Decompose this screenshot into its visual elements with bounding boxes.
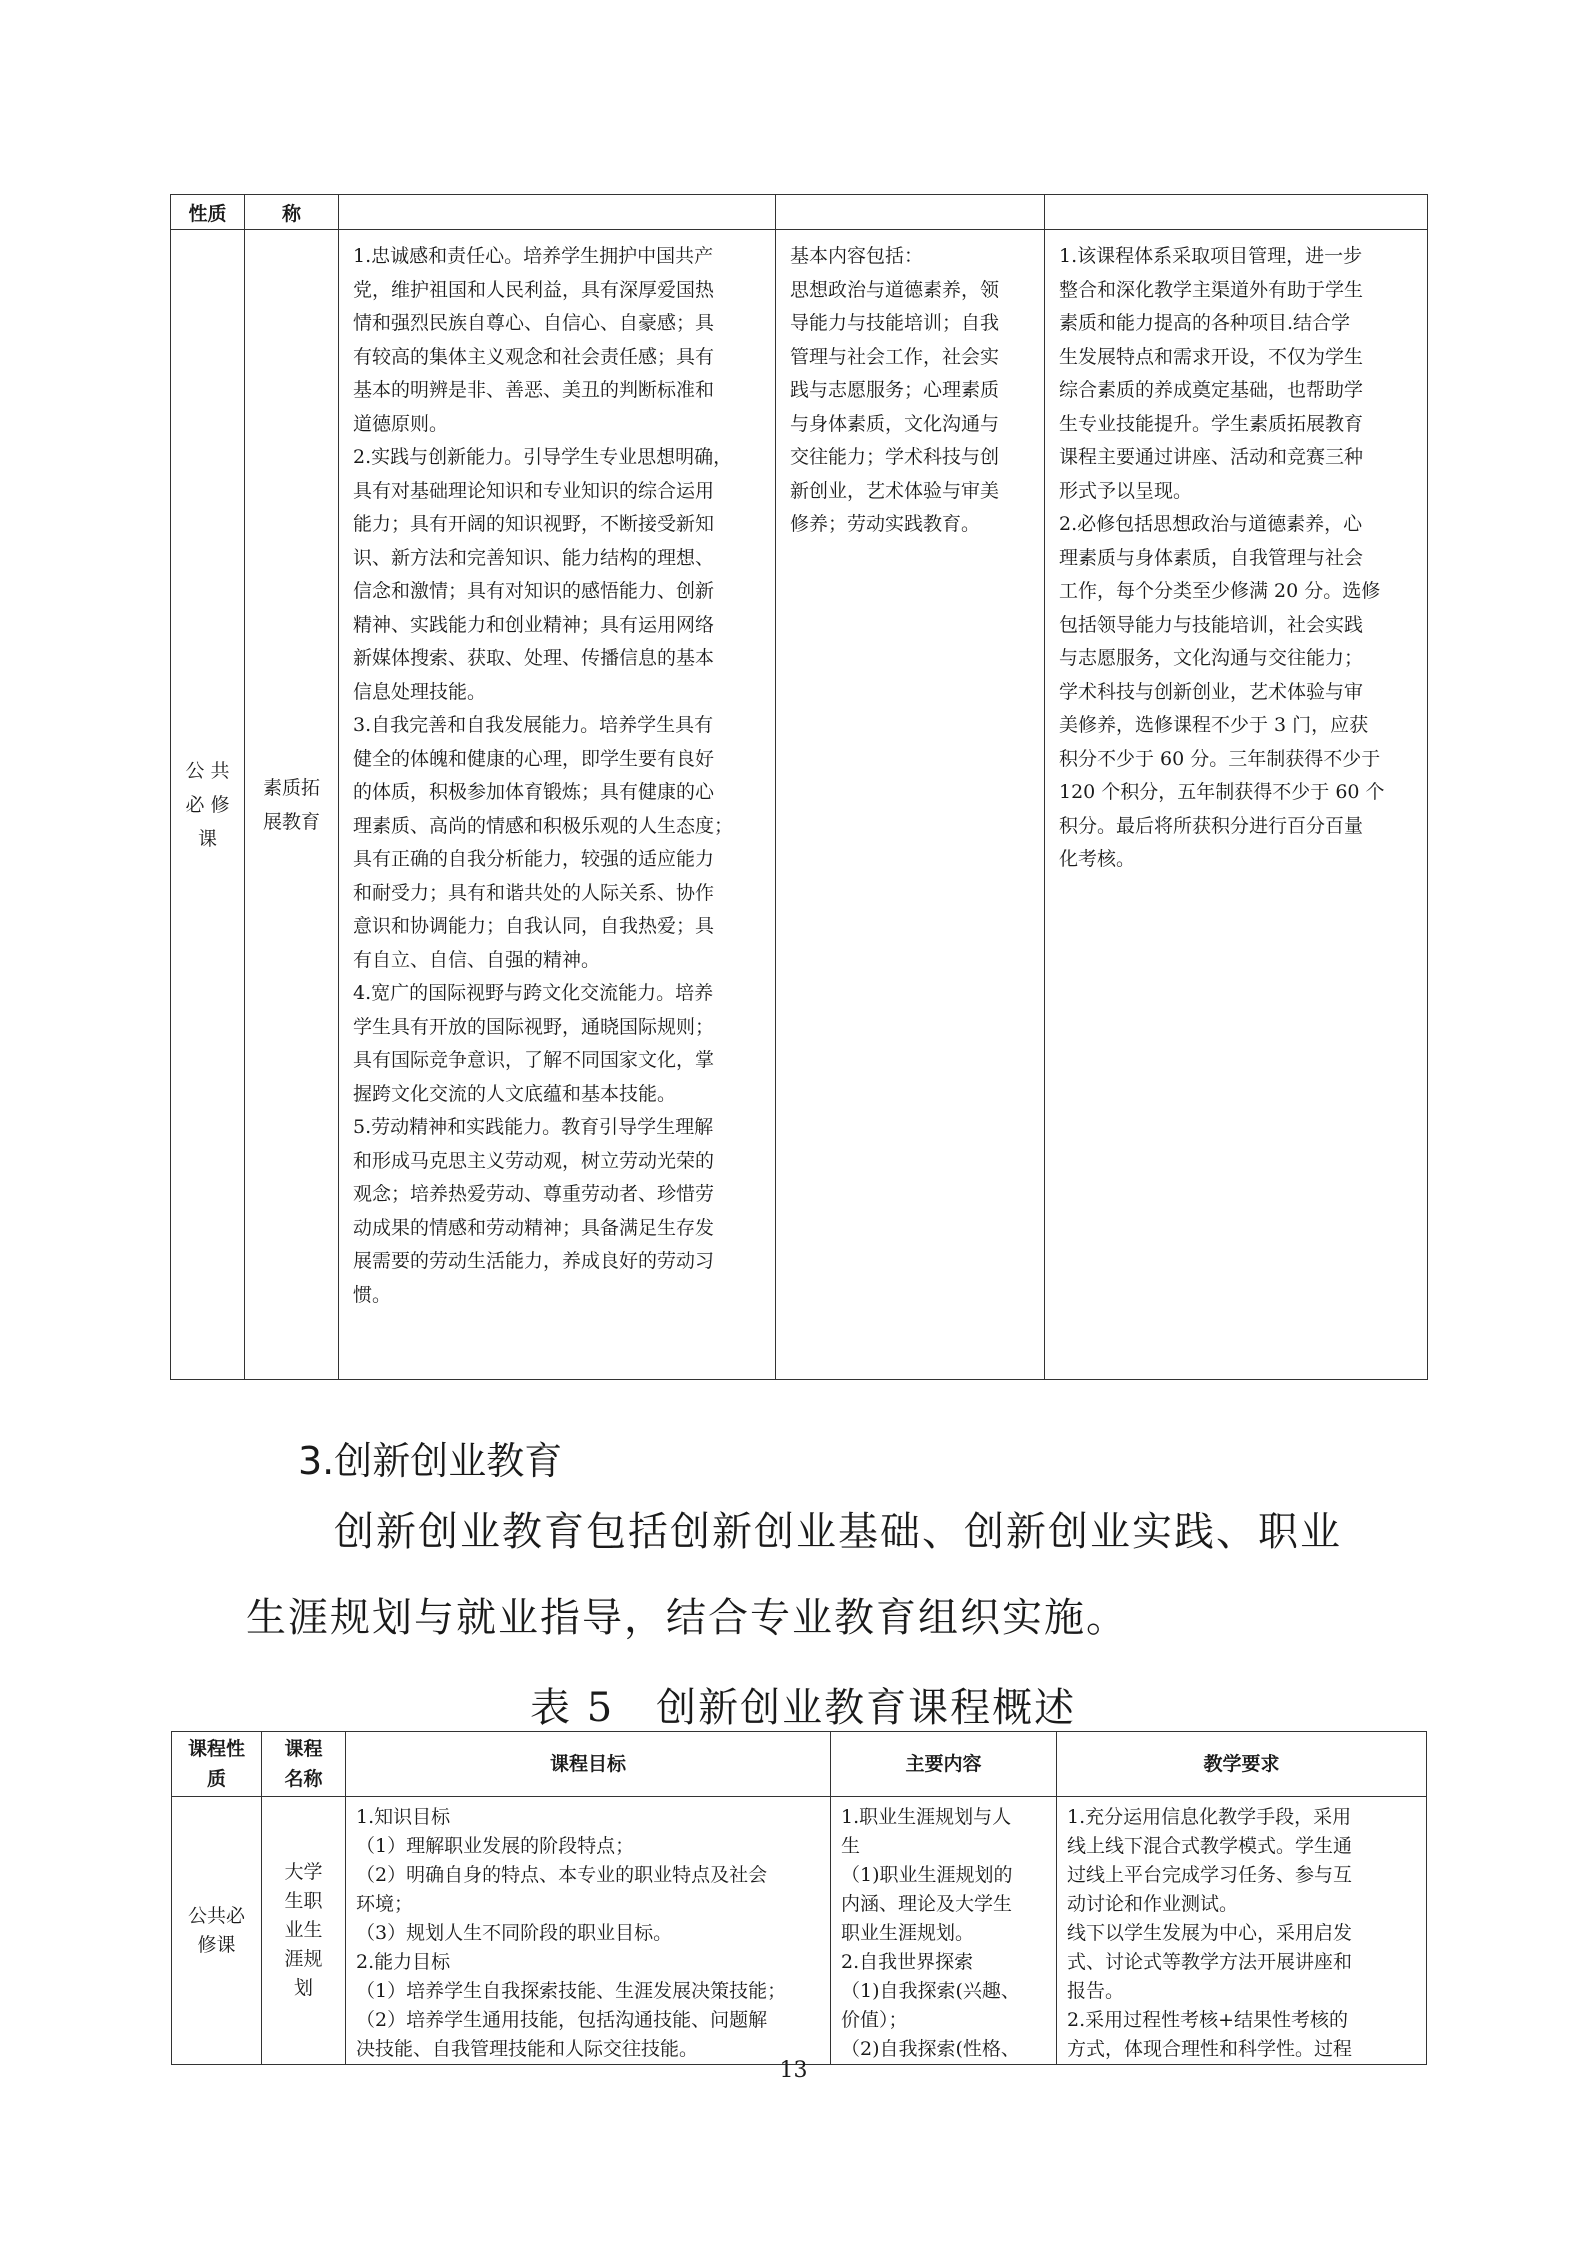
table-row [171,230,1428,1380]
text-line: 有较高的集体主义观念和社会责任感；具有 [353,345,715,368]
text-line: 基本的明辨是非、善恶、美丑的判断标准和 [353,379,715,401]
page-number: 13 [779,2058,808,2083]
text-line: 意识和协调能力；自我认同，自我热爱；具 [353,915,715,937]
goals-text [339,230,775,1312]
text-line: 综合素质的养成奠定基础，也帮助学 [1059,379,1364,401]
text-line: 思想政治与道德素养，领 [790,278,1000,301]
text-line: 交往能力；学术科技与创 [790,446,1000,468]
text-line: 观念；培养热爱劳动、尊重劳动者、珍惜劳 [353,1183,715,1205]
nature-line: 课 [197,827,217,850]
text-line: 具有国际竞争意识，了解不同国家文化，掌 [353,1049,715,1071]
text-line: 健全的体魄和健康的心理，即学生要有良好 [353,747,715,770]
nature-line: 修课 [197,1933,236,1956]
text-line: 能力；具有开阔的知识视野，不断接受新知 [353,513,715,535]
text-line: 过线上平台完成学习任务、参与互 [1067,1864,1353,1886]
text-line: 环境； [356,1893,414,1915]
text-line: （2）培养学生通用技能，包括沟通技能、问题解 [356,2009,768,2031]
content-text [776,230,1044,542]
text-line: 新创业，艺术体验与审美 [790,479,1000,502]
text-line: 具有正确的自我分析能力，较强的适应能力 [353,848,715,870]
text-line: 学生具有开放的国际视野，通晓国际规则； [353,1015,715,1038]
course-requirements-cell [1057,1797,1427,2065]
text-line: 基本内容包括： [790,245,924,267]
text-line: 导能力与技能培训；自我 [790,312,1000,334]
text-line: （1)自我探索(兴趣、 [841,1980,1020,2002]
header-name [262,1732,346,1797]
nature-line: 必 修 [185,793,230,816]
text-line: 式、讨论式等教学方法开展讲座和 [1067,1951,1353,1973]
header-nature: 性质 [171,195,245,230]
text-line: 报告。 [1067,1980,1125,2002]
text-line: 有自立、自信、自强的精神。 [353,948,601,971]
text-line: （1）培养学生自我探索技能、生涯发展决策技能； [356,1980,787,2002]
text-line: 动成果的情感和劳动精神；具备满足生存发 [353,1216,715,1239]
text-line: 线上线下混合式教学模式。学生通 [1067,1835,1353,1857]
text-line: 践与志愿服务；心理素质 [790,379,1000,401]
text-line: 1.忠诚感和责任心。培养学生拥护中国共产 [353,245,714,267]
text-line: 与志愿服务，文化沟通与交往能力； [1059,647,1364,669]
text-line: （1)职业生涯规划的 [841,1864,1013,1886]
text-line: 1.知识目标 [356,1806,451,1828]
text-line: 1.该课程体系采取项目管理，进一步 [1059,245,1363,267]
header-line: 名称 [284,1768,323,1790]
text-line: 积分。最后将所获积分进行百分百量 [1059,814,1364,837]
section-paragraph-line: 创新创业教育包括创新创业基础、创新创业实践、职业 [334,1509,1342,1555]
text-line: 具有对基础理论知识和专业知识的综合运用 [353,479,715,502]
text-line: 整合和深化教学主渠道外有助于学生 [1059,278,1364,301]
course-name-cell [245,230,339,1380]
table-header-row [171,195,1428,230]
text-line: 内涵、理论及大学生 [841,1893,1013,1915]
text-line: 职业生涯规划。 [841,1922,975,1944]
text-line: 修养；劳动实践教育。 [790,513,981,535]
header-requirements [1045,195,1428,230]
text-line: 工作，每个分类至少修满 20 分。选修 [1059,580,1381,602]
course-content-cell [776,230,1045,1380]
course-content-cell [831,1797,1057,2065]
innovation-course-table [171,1731,1427,2065]
name-line: 涯规 [284,1948,323,1970]
text-line: 1.职业生涯规划与人 [841,1806,1012,1828]
text-line: 信念和激情；具有对知识的感悟能力、创新 [353,580,715,602]
text-line: 2.采用过程性考核+结果性考核的 [1067,2009,1349,2031]
header-goals [339,195,776,230]
text-line: 理素质与身体素质，自我管理与社会 [1059,546,1364,569]
header-name: 称 [245,195,339,230]
text-line: 120 个积分，五年制获得不少于 60 个 [1059,781,1385,803]
text-line: 美修养，选修课程不少于 3 门，应获 [1059,714,1369,736]
header-content: 主要内容 [831,1732,1057,1797]
header-line: 课程 [284,1738,323,1760]
text-line: 展需要的劳动生活能力，养成良好的劳动习 [353,1250,715,1272]
quality-expansion-table [170,194,1428,1380]
text-line: 2.能力目标 [356,1951,451,1973]
text-line: 4.宽广的国际视野与跨文化交流能力。培养 [353,982,714,1004]
text-line: 党，维护祖国和人民利益，具有深厚爱国热 [353,278,715,301]
text-line: 动讨论和作业测试。 [1067,1893,1239,1915]
goals-text [346,1797,830,2064]
text-line: 积分不少于 60 分。三年制获得不少于 [1059,747,1381,770]
text-line: 握跨文化交流的人文底蕴和基本技能。 [353,1082,677,1105]
text-line: 和形成马克思主义劳动观，树立劳动光荣的 [353,1149,715,1172]
text-line: 新媒体搜索、获取、处理、传播信息的基本 [353,647,715,669]
table-caption: 表 5 创新创业教育课程概述 [530,1685,1077,1731]
text-line: 决技能、自我管理技能和人际交往技能。 [356,2038,699,2060]
text-line: （3）规划人生不同阶段的职业目标。 [356,1922,673,1944]
course-name-cell [262,1797,346,2065]
text-line: 生 [841,1835,861,1857]
requirements-text [1057,1797,1426,2064]
text-line: 素质和能力提高的各种项目.结合学 [1059,312,1351,334]
text-line: 3.自我完善和自我发展能力。培养学生具有 [353,714,714,736]
header-requirements: 教学要求 [1057,1732,1427,1797]
name-line: 大学 [284,1861,323,1883]
text-line: 识、新方法和完善知识、能力结构的理想、 [353,546,715,569]
text-line: 2.实践与创新能力。引导学生专业思想明确， [353,446,733,468]
text-line: 惯。 [353,1283,392,1306]
text-line: 化考核。 [1059,848,1136,870]
name-line: 生职 [284,1890,323,1912]
text-line: 的体质，积极参加体育锻炼；具有健康的心 [353,781,715,803]
text-line: 精神、实践能力和创业精神；具有运用网络 [353,613,715,636]
name-line: 划 [293,1977,313,1999]
course-requirements-cell [1045,230,1428,1380]
text-line: 理素质、高尚的情感和积极乐观的人生态度； [353,814,734,837]
nature-line: 公共必 [187,1904,245,1927]
table-row [172,1797,1427,2065]
text-line: 方式，体现合理性和科学性。过程 [1067,2038,1353,2060]
text-line: 情和强烈民族自尊心、自信心、自豪感；具 [353,312,715,334]
text-line: 生专业技能提升。学生素质拓展教育 [1059,412,1364,435]
text-line: （1）理解职业发展的阶段特点； [356,1835,635,1857]
course-nature-cell [172,1797,262,2065]
header-line: 质 [206,1768,226,1790]
text-line: 管理与社会工作，社会实 [790,345,1000,368]
text-line: 线下以学生发展为中心，采用启发 [1067,1922,1353,1944]
text-line: 2.自我世界探索 [841,1951,974,1973]
text-line: 课程主要通过讲座、活动和竞赛三种 [1059,446,1364,468]
section-paragraph-line: 生涯规划与就业指导，结合专业教育组织实施。 [246,1595,1128,1641]
nature-line: 公 共 [185,759,230,782]
header-content [776,195,1045,230]
requirements-text [1045,230,1427,877]
text-line: 信息处理技能。 [353,680,487,703]
header-line: 课程性 [187,1738,245,1760]
text-line: （2）明确自身的特点、本专业的职业特点及社会 [356,1864,768,1886]
content-text [831,1797,1056,2064]
text-line: 道德原则。 [353,412,449,435]
text-line: 2.必修包括思想政治与道德素养，心 [1059,513,1363,535]
table-header-row [172,1732,1427,1797]
text-line: 1.充分运用信息化教学手段，采用 [1067,1806,1352,1828]
text-line: 学术科技与创新创业，艺术体验与审 [1059,680,1364,703]
course-nature-cell [171,230,245,1380]
text-line: 形式予以呈现。 [1059,479,1193,502]
text-line: 5.劳动精神和实践能力。教育引导学生理解 [353,1116,714,1138]
text-line: 与身体素质，文化沟通与 [790,412,1000,435]
text-line: 生发展特点和需求开设，不仅为学生 [1059,345,1364,368]
section-heading: 3.创新创业教育 [298,1439,563,1483]
course-goals-cell [339,230,776,1380]
name-line: 业生 [284,1919,323,1941]
text-line: 价值）； [841,2009,908,2031]
name-line: 展教育 [262,810,320,833]
text-line: （2)自我探索(性格、 [841,2038,1020,2060]
text-line: 包括领导能力与技能培训，社会实践 [1059,613,1364,636]
name-line: 素质拓 [262,776,320,799]
course-goals-cell [346,1797,831,2065]
text-line: 和耐受力；具有和谐共处的人际关系、协作 [353,881,715,904]
header-nature [172,1732,262,1797]
header-goals: 课程目标 [346,1732,831,1797]
